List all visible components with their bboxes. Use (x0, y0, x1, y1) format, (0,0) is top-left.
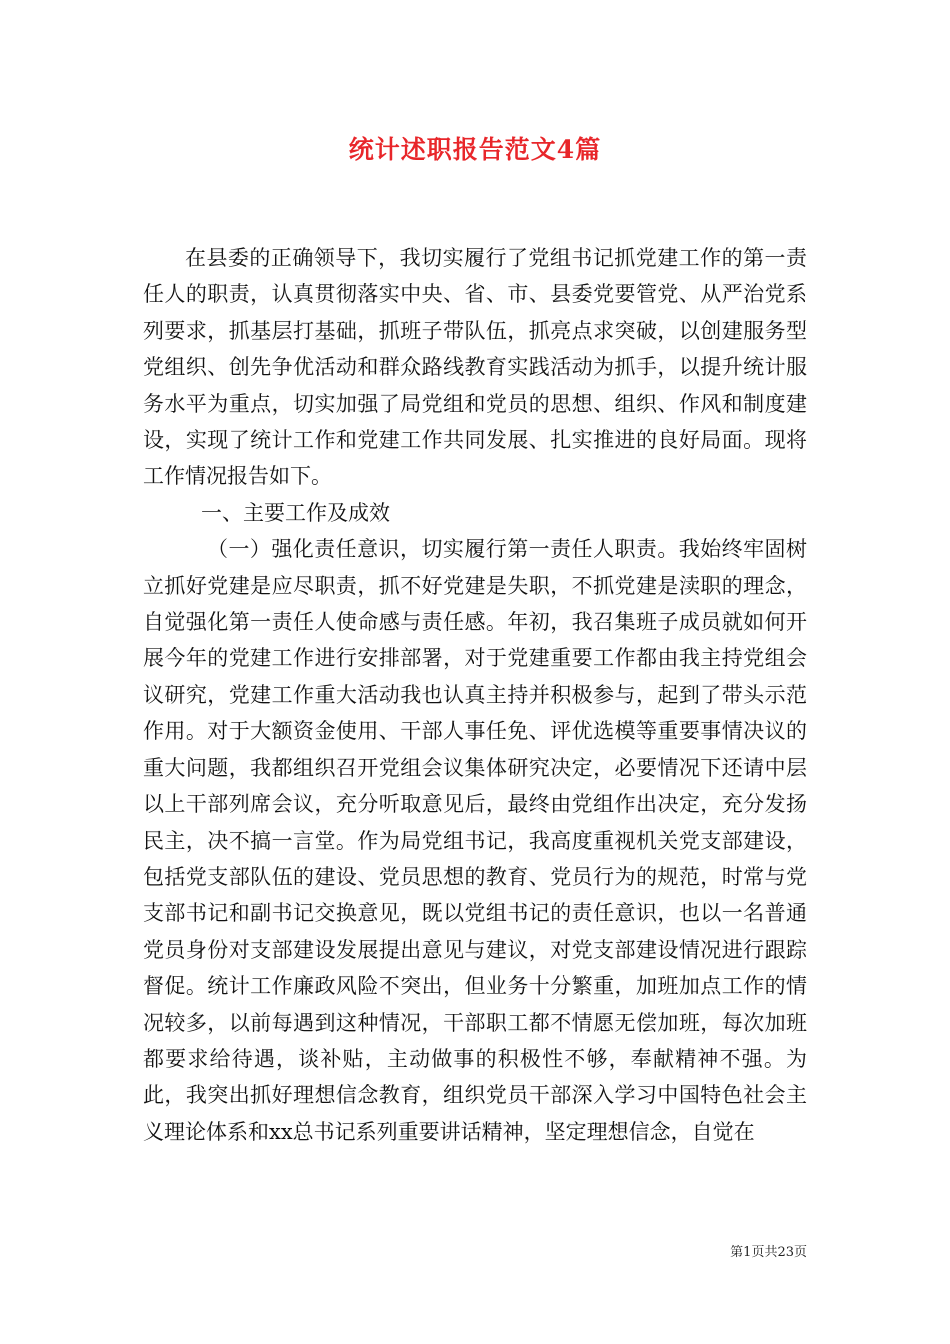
page-number-footer: 第1页共23页 (730, 1245, 807, 1260)
paragraph-intro: 在县委的正确领导下，我切实履行了党组书记抓党建工作的第一责任人的职责，认真贯彻落实中央、省、市、县委党要管党、从严治党系列要求，抓基层打基础，抓班子带队伍，抓亮点求突破，以创建服务型党组织、创先争优活动和群众路线教育实践活动为抓手，以提升统计服务水平为重点，切实加强了局党组和党员的思想、组织、作风和制度建设，实现了统计工作和党建工作共同发展、扎实推进的良好局面。现将工作情况报告如下。 (143, 246, 807, 489)
section-heading: 一、主要工作及成效 (201, 500, 390, 525)
document-title: 统计述职报告范文4篇 (348, 135, 602, 164)
paragraph-section-1: （一）强化责任意识，切实履行第一责任人职责。我始终牢固树立抓好党建是应尽职责，抓不好党建是失职，不抓党建是渎职的理念，自觉强化第一责任人使命感与责任感。年初，我召集班子成员就如何开展今年的党建工作进行安排部署，对于党建重要工作都由我主持党组会议研究，党建工作重大活动我也认真主持并积极参与，起到了带头示范作用。对于大额资金使用、干部人事任免、评优选模等重要事情决议的重大问题，我都组织召开党组会议集体研究决定，必要情况下还请中层以上干部列席会议，充分听取意见后，最终由党组作出决定，充分发扬民主，决不搞一言堂。作为局党组书记，我高度重视机关党支部建设，包括党支部队伍的建设、党员思想的教育、党员行为的规范，时常与党支部书记和副书记交换意见，既以党组书记的责任意识，也以一名普通党员身份对支部建设发展提出意见与建议，对党支部建设情况进行跟踪督促。统计工作廉政风险不突出，但业务十分繁重，加班加点工作的情况较多，以前每遇到这种情况，干部职工都不情愿无偿加班，每次加班都要求给待遇，谈补贴，主动做事的积极性不够，奉献精神不强。为此，我突出抓好理想信念教育，组织党员干部深入学习中国特色社会主义理论体系和xx总书记系列重要讲话精神，坚定理想信念，自觉在 (143, 537, 807, 1144)
document-body (143, 240, 807, 1150)
